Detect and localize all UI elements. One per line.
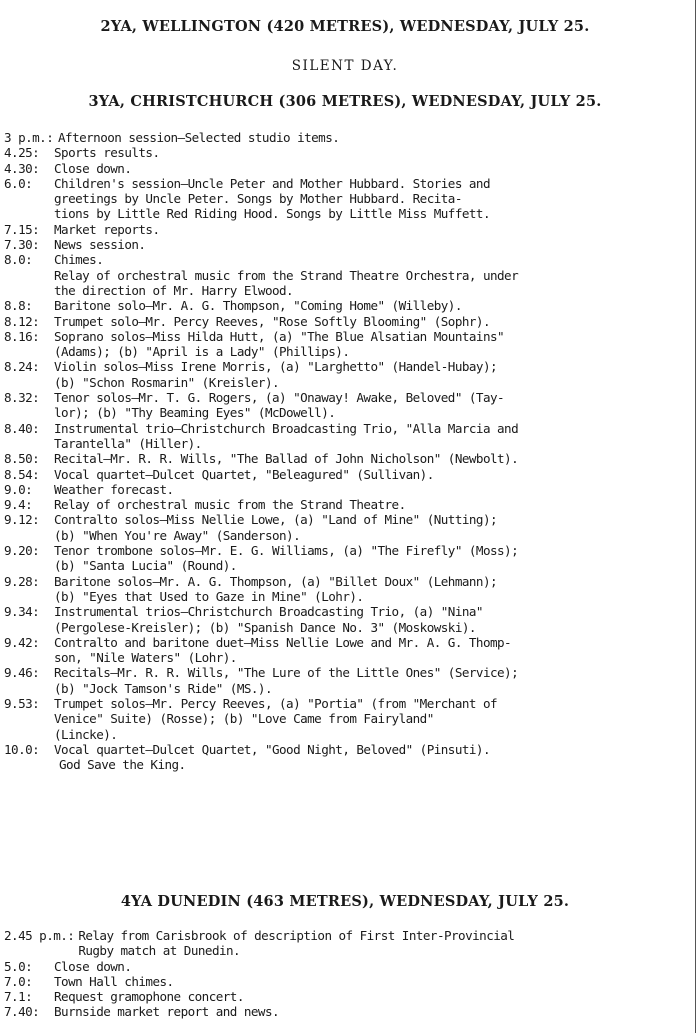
entry-time: 9.0: bbox=[4, 481, 33, 497]
entry-time: 8.8: bbox=[4, 298, 33, 314]
heading-3ya-christchurch: 3YA, CHRISTCHURCH (306 METRES), WEDNESDAY, JULY 25. bbox=[88, 93, 602, 110]
entry-time: 9.53: bbox=[4, 695, 40, 711]
programme-entry bbox=[4, 298, 688, 313]
entry-time: 8.50: bbox=[4, 451, 40, 467]
entry-text: Contralto and baritone duet—Miss Nellie Lowe and Mr. A. G. Thomp- son, "Nile Waters" (Lohr). bbox=[54, 634, 512, 666]
entry-text: Relay of orchestral music from the Strand Theatre Orchestra, under the direction of Mr. Harry Elwood. bbox=[54, 267, 519, 298]
programme-entry bbox=[4, 574, 688, 605]
entry-time: 8.0: bbox=[4, 252, 33, 268]
heading-4ya-dunedin: 4YA DUNEDIN (463 METRES), WEDNESDAY, JULY 25. bbox=[120, 893, 570, 910]
programme-entry bbox=[4, 222, 688, 237]
entry-text: News session. bbox=[54, 237, 146, 253]
entry-text: Weather forecast. bbox=[54, 481, 174, 497]
entry-text: Recital—Mr. R. R. Wills, "The Ballad of John Nicholson" (Newbolt). bbox=[54, 451, 519, 467]
entry-text: Instrumental trio—Christchurch Broadcasting Trio, "Alla Marcia and Tarantella" (Hiller). bbox=[54, 420, 519, 451]
programme-entry bbox=[4, 1004, 688, 1019]
entry-text: Tenor solos—Mr. T. G. Rogers, (a) "Onaway! Awake, Beloved" (Tay- lor); (b) "Thy Beaming Eyes" (McDowell). bbox=[54, 390, 505, 421]
entry-time: 4.25: bbox=[4, 145, 40, 161]
programme-entry bbox=[4, 421, 688, 452]
programme-entry bbox=[4, 329, 688, 360]
programme-entry bbox=[4, 130, 688, 145]
programme-entry bbox=[4, 145, 688, 160]
entry-text: Trumpet solos—Mr. Percy Reeves, (a) "Portia" (from "Merchant of Venice" Suite) (Rosse); (b) "Love Came from Fairyland" (Lincke). bbox=[54, 695, 498, 742]
entry-time: 9.4: bbox=[4, 497, 33, 513]
programme-4ya bbox=[4, 928, 688, 1020]
entry-text: Close down. bbox=[54, 160, 132, 176]
entry-text: Violin solos—Miss Irene Morris, (a) "Larghetto" (Handel-Hubay); (b) "Schon Rosmarin" (Kreisler). bbox=[54, 359, 498, 390]
programme-entry bbox=[4, 696, 688, 742]
entry-text: Close down. bbox=[54, 958, 132, 974]
entry-time: 7.40: bbox=[4, 1004, 40, 1020]
heading-2ya-wellington: 2YA, WELLINGTON (420 METRES), WEDNESDAY, JULY 25. bbox=[100, 18, 590, 35]
entry-text: Vocal quartet—Dulcet Quartet, "Beleagured" (Sullivan). bbox=[54, 466, 434, 482]
programme-entry bbox=[4, 742, 688, 757]
programme-3ya bbox=[4, 130, 688, 772]
entry-text: Contralto solos—Miss Nellie Lowe, (a) "Land of Mine" (Nutting); (b) "When You're Away" (Sanderson). bbox=[54, 512, 498, 543]
entry-text: Sports results. bbox=[54, 145, 160, 161]
entry-text: Trumpet solo—Mr. Percy Reeves, "Rose Softly Blooming" (Sophr). bbox=[54, 313, 490, 329]
entry-text: Baritone solo—Mr. A. G. Thompson, "Coming Home" (Willeby). bbox=[54, 298, 462, 314]
programme-entry bbox=[4, 390, 688, 421]
entry-time: 7.30: bbox=[4, 237, 40, 253]
entry-time: 4.30: bbox=[4, 160, 40, 176]
programme-entry bbox=[4, 604, 688, 635]
entry-time: 9.12: bbox=[4, 512, 40, 528]
programme-entry bbox=[4, 252, 688, 267]
programme-entry bbox=[4, 928, 688, 959]
column-rule bbox=[695, 0, 696, 1033]
entry-text: Recitals—Mr. R. R. Wills, "The Lure of the Little Ones" (Service); (b) "Jock Tamson's Ride" (MS.). bbox=[54, 665, 519, 696]
programme-entry bbox=[4, 989, 688, 1004]
entry-time: 8.24: bbox=[4, 359, 40, 375]
entry-text: Afternoon session—Selected studio items. bbox=[58, 130, 340, 145]
entry-time: 9.34: bbox=[4, 604, 40, 620]
entry-time: 8.16: bbox=[4, 328, 40, 344]
entry-text: Town Hall chimes. bbox=[54, 973, 174, 989]
entry-time: 7.0: bbox=[4, 973, 33, 989]
entry-text: Children's session—Uncle Peter and Mother Hubbard. Stories and greetings by Uncle Peter. Songs by Mother Hubbard. Recita- tions by Little Red Riding Hood. Songs by Little Miss Muffett. bbox=[54, 175, 490, 222]
programme-entry bbox=[4, 451, 688, 466]
entry-text: Instrumental trios—Christchurch Broadcasting Trio, (a) "Nina" (Pergolese-Kreisler); (b) "Spanish Dance No. 3" (Moskowski). bbox=[54, 604, 483, 635]
entry-time: 9.42: bbox=[4, 634, 40, 650]
entry-time: 3 p.m.: bbox=[4, 130, 54, 145]
entry-time: 9.46: bbox=[4, 665, 40, 681]
entry-time: 8.32: bbox=[4, 390, 40, 406]
entry-time: 8.12: bbox=[4, 313, 40, 329]
programme-entry bbox=[4, 543, 688, 574]
entry-time: 6.0: bbox=[4, 175, 33, 191]
entry-text: Chimes. bbox=[54, 252, 104, 268]
programme-entry bbox=[4, 959, 688, 974]
entry-text: Tenor trombone solos—Mr. E. G. Williams, (a) "The Firefly" (Moss); (b) "Santa Lucia" (Round). bbox=[54, 543, 519, 574]
programme-entry bbox=[4, 314, 688, 329]
programme-entry bbox=[4, 467, 688, 482]
programme-entry bbox=[4, 482, 688, 497]
programme-entry bbox=[4, 161, 688, 176]
entry-text: Market reports. bbox=[54, 221, 160, 237]
programme-entry bbox=[4, 497, 688, 512]
programme-entry bbox=[4, 665, 688, 696]
entry-time: 8.40: bbox=[4, 420, 40, 436]
entry-text: Burnside market report and news. bbox=[54, 1004, 280, 1020]
entry-text: Vocal quartet—Dulcet Quartet, "Good Night, Beloved" (Pinsuti). bbox=[54, 741, 490, 757]
entry-text: Relay from Carisbrook of description of First Inter-Provincial Rugby match at Dunedin. bbox=[78, 928, 515, 959]
entry-text: Relay of orchestral music from the Strand Theatre. bbox=[54, 497, 406, 513]
programme-entry bbox=[4, 512, 688, 543]
programme-entry bbox=[4, 268, 688, 299]
entry-time: 9.20: bbox=[4, 543, 40, 559]
programme-entry bbox=[4, 176, 688, 222]
entry-text: Soprano solos—Miss Hilda Hutt, (a) "The Blue Alsatian Mountains" (Adams); (b) "April is a Lady" (Phillips). bbox=[54, 328, 505, 360]
entry-time: 9.28: bbox=[4, 573, 40, 589]
programme-entry bbox=[4, 359, 688, 390]
entry-text: Request gramophone concert. bbox=[54, 989, 244, 1005]
entry-time: 2.45 p.m.: bbox=[4, 928, 75, 943]
programme-entry bbox=[4, 974, 688, 989]
programme-entry bbox=[4, 635, 688, 666]
entry-time: 7.1: bbox=[4, 989, 33, 1005]
entry-time: 7.15: bbox=[4, 221, 40, 237]
entry-time: 8.54: bbox=[4, 466, 40, 482]
closing-anthem: God Save the King. bbox=[59, 757, 186, 773]
entry-time: 5.0: bbox=[4, 958, 33, 974]
entry-time: 10.0: bbox=[4, 741, 40, 757]
silent-day-note: SILENT DAY. bbox=[291, 58, 399, 74]
entry-text: Baritone solos—Mr. A. G. Thompson, (a) "Billet Doux" (Lehmann); (b) "Eyes that Used to Gaze in Mine" (Lohr). bbox=[54, 573, 498, 604]
programme-entry bbox=[4, 237, 688, 252]
